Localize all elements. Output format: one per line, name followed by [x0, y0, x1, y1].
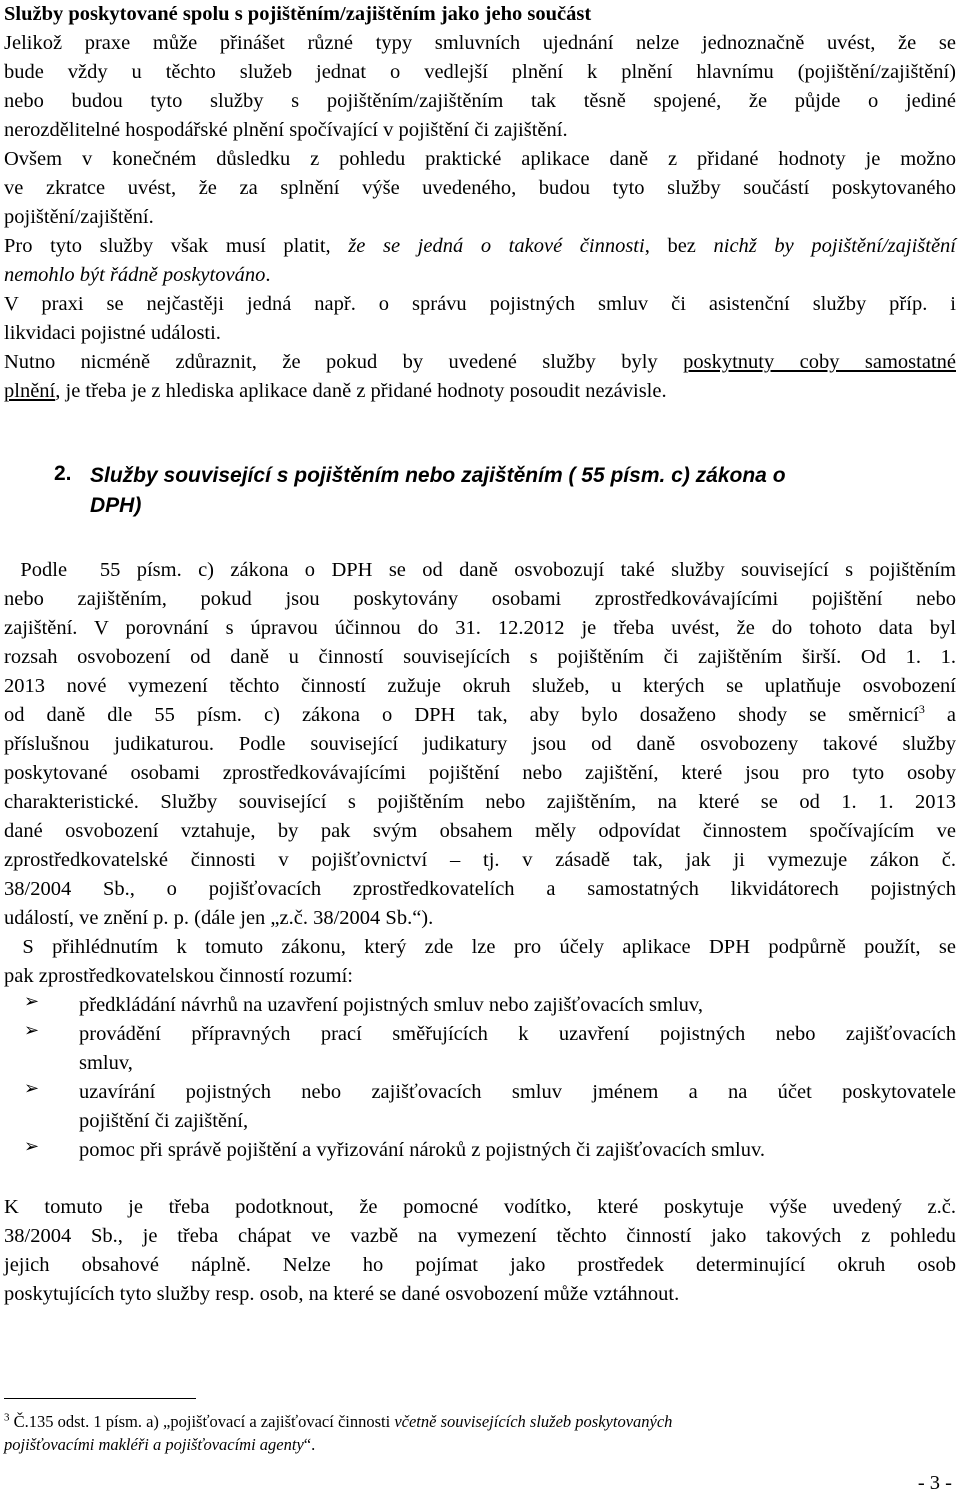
section1-paragraph-4: [4, 290, 956, 348]
section1-heading: Služby poskytované spolu s pojištěním/zajištěním jako jeho součást: [4, 3, 592, 25]
text-line: pomoc při správě pojištění a vyřizování nároků z pojistných či zajišťovacích smluv.: [79, 1139, 766, 1161]
text-line: dané osvobození vztahuje, by pak svým obsahem měly odpovídat činnostem spočívajícím ve: [4, 820, 956, 842]
text-line: Ovšem v konečném důsledku z pohledu praktické aplikace daně z přidané hodnoty je možno: [4, 148, 956, 170]
footnote: [4, 1410, 956, 1456]
emphasis-text: nichž by pojištění/zajištění: [713, 235, 957, 257]
text-line: V praxi se nejčastěji jedná např. o správu pojistných smluv či asistenční služby příp. i: [4, 293, 956, 315]
emphasis-text: nemohlo být řádně poskytováno: [4, 264, 266, 286]
list-item: [4, 1020, 956, 1078]
section-number: 2.: [54, 462, 72, 485]
text-line: předkládání návrhů na uzavření pojistných smluv nebo zajišťovacích smluv,: [79, 994, 703, 1016]
text-line: nebo budou tyto služby s pojištěním/zajištěním tak těsně spojené, že půjde o jediné: [4, 90, 956, 112]
text-line: 38/2004 Sb., je třeba chápat ve vazbě na vymezení těchto činností jako takových z pohledu: [4, 1225, 956, 1247]
text-line: likvidaci pojistné události.: [4, 322, 221, 344]
text-line: jejich obsahové náplně. Nelze ho pojímat jako prostředek determinující okruh osob: [4, 1254, 956, 1276]
page-number: - 3 -: [917, 1472, 952, 1494]
text-line: příslušnou judikaturou. Podle související judikatury jsou od daně osvobozeny takové služby: [4, 733, 956, 755]
footnote-line: [4, 1410, 956, 1433]
footnote-reference[interactable]: 3: [918, 702, 925, 717]
text-run: , je třeba je z hlediska aplikace daně z přidané hodnoty posoudit nezávisle.: [55, 380, 667, 402]
text-line: uzavírání pojistných nebo zajišťovacích smluv jménem a na účet poskytovatele: [79, 1081, 956, 1103]
text-line: [4, 261, 956, 290]
text-line: pak zprostředkovatelskou činností rozumí:: [4, 965, 353, 987]
underlined-text: plnění: [4, 380, 56, 402]
text-line: Jelikož praxe může přinášet různé typy smluvních ujednání nelze jednoznačně uvést, že se: [4, 32, 956, 54]
text-run: Pro tyto služby však musí platit,: [4, 235, 349, 257]
text-line: pojištění či zajištění,: [79, 1110, 249, 1132]
text-line: poskytované osobami zprostředkovávajícími pojištění nebo zajištění, které jsou pro tyto osoby: [4, 762, 956, 784]
section1-paragraph-3: [4, 232, 956, 290]
text-line: 2013 nové vymezení těchto činností zužuje okruh služeb, u kterých se uplatňuje osvobození: [4, 675, 956, 697]
list-item: [4, 1136, 956, 1165]
section2-paragraph-2: [4, 933, 956, 991]
text-run: , bez: [644, 235, 714, 257]
text-line: [4, 377, 956, 406]
text-line: provádění přípravných prací směřujících k uzavření pojistných nebo zajišťovacích: [79, 1023, 956, 1045]
text-line: [4, 232, 956, 261]
text-line: pojištění/zajištění.: [4, 206, 154, 228]
text-line: rozsah osvobození od daně u činností souvisejících s pojištěním či zajištěním širší. Od 1. 1.: [4, 646, 956, 668]
text-run: od daně dle 55 písm. c) zákona o DPH tak, aby bylo dosaženo shody se směrnicí: [4, 704, 919, 726]
arrow-bullet-icon: ➢: [24, 1078, 40, 1099]
text-line: zprostředkovatelské činnosti v pojišťovnictví – tj. v zásadě tak, jak ji vymezuje zákon č.: [4, 849, 956, 871]
emphasis-text: že se jedná o takové činnosti: [348, 235, 645, 257]
text-line: zajištění. V porovnání s úpravou účinnou do 31. 12.2012 je třeba uvést, že do tohoto data byl: [4, 617, 956, 639]
text-line: smluv,: [79, 1052, 133, 1074]
list-item: [4, 991, 956, 1020]
footnote-separator: [4, 1398, 196, 1399]
text-line: událostí, ve znění p. p. (dále jen „z.č. 38/2004 Sb.“).: [4, 907, 434, 929]
underlined-text: poskytnuty coby samostatné: [683, 351, 956, 373]
footnote-line: [4, 1433, 956, 1456]
text-line: 38/2004 Sb., o pojišťovacích zprostředkovatelích a samostatných likvidátorech pojistných: [4, 878, 956, 900]
text-line: nerozdělitelné hospodářské plnění spočívající v pojištění či zajištění.: [4, 119, 568, 141]
section1-paragraph-1: [4, 29, 956, 145]
section2-heading-line: Služby související s pojištěním nebo zajištěním ( 55 písm. c) zákona o: [90, 464, 786, 487]
text-line: K tomuto je třeba podotknout, že pomocné vodítko, které poskytuje výše uvedený z.č.: [4, 1196, 956, 1218]
text-run: Nutno nicméně zdůraznit, že pokud by uvedené služby byly: [4, 351, 684, 373]
text-line: [4, 348, 956, 377]
section1-paragraph-5: [4, 348, 956, 406]
section2-heading-line: DPH): [90, 494, 142, 517]
section2-heading: [54, 462, 954, 520]
emphasis-text: včetně souvisejících služeb poskytovaných: [394, 1412, 673, 1431]
arrow-bullet-icon: ➢: [24, 991, 40, 1012]
text-run: “.: [303, 1435, 316, 1454]
text-line: S přihlédnutím k tomuto zákonu, který zde lze pro účely aplikace DPH podpůrně použít, se: [4, 936, 956, 958]
text-line: bude vždy u těchto služeb jednat o vedlejší plnění k plnění hlavnímu (pojištění/zajištění): [4, 61, 956, 83]
emphasis-text: pojišťovacími makléři a pojišťovacími agenty: [4, 1435, 304, 1454]
text-line: ve zkratce uvést, že za splnění výše uvedeného, budou tyto služby součástí poskytovaného: [4, 177, 956, 199]
text-line: poskytujících tyto služby resp. osob, na které se dané osvobození může vztáhnout.: [4, 1283, 680, 1305]
section2-paragraph-3: [4, 1193, 956, 1309]
text-line: charakteristické. Služby související s pojištěním nebo zajištěním, na které se od 1. 1. 2013: [4, 791, 956, 813]
text-run: a: [924, 704, 956, 726]
text-run: .: [265, 264, 271, 286]
list-item: [4, 1078, 956, 1136]
arrow-bullet-icon: ➢: [24, 1020, 40, 1041]
section2-paragraph-1: [4, 556, 956, 933]
text-line: [4, 701, 956, 730]
text-line: nebo zajištěním, pokud jsou poskytovány osobami zprostředkovávajícími pojištění nebo: [4, 588, 956, 610]
footnote-mark: 3: [4, 1411, 10, 1424]
section1-paragraph-2: [4, 145, 956, 232]
text-line: Podle 55 písm. c) zákona o DPH se od daně osvobozují také služby související s pojištěním: [4, 559, 956, 581]
text-run: Č.135 odst. 1 písm. a) „pojišťovací a zajišťovací činnosti: [9, 1412, 395, 1431]
bullet-list: [4, 991, 956, 1165]
arrow-bullet-icon: ➢: [24, 1136, 40, 1157]
